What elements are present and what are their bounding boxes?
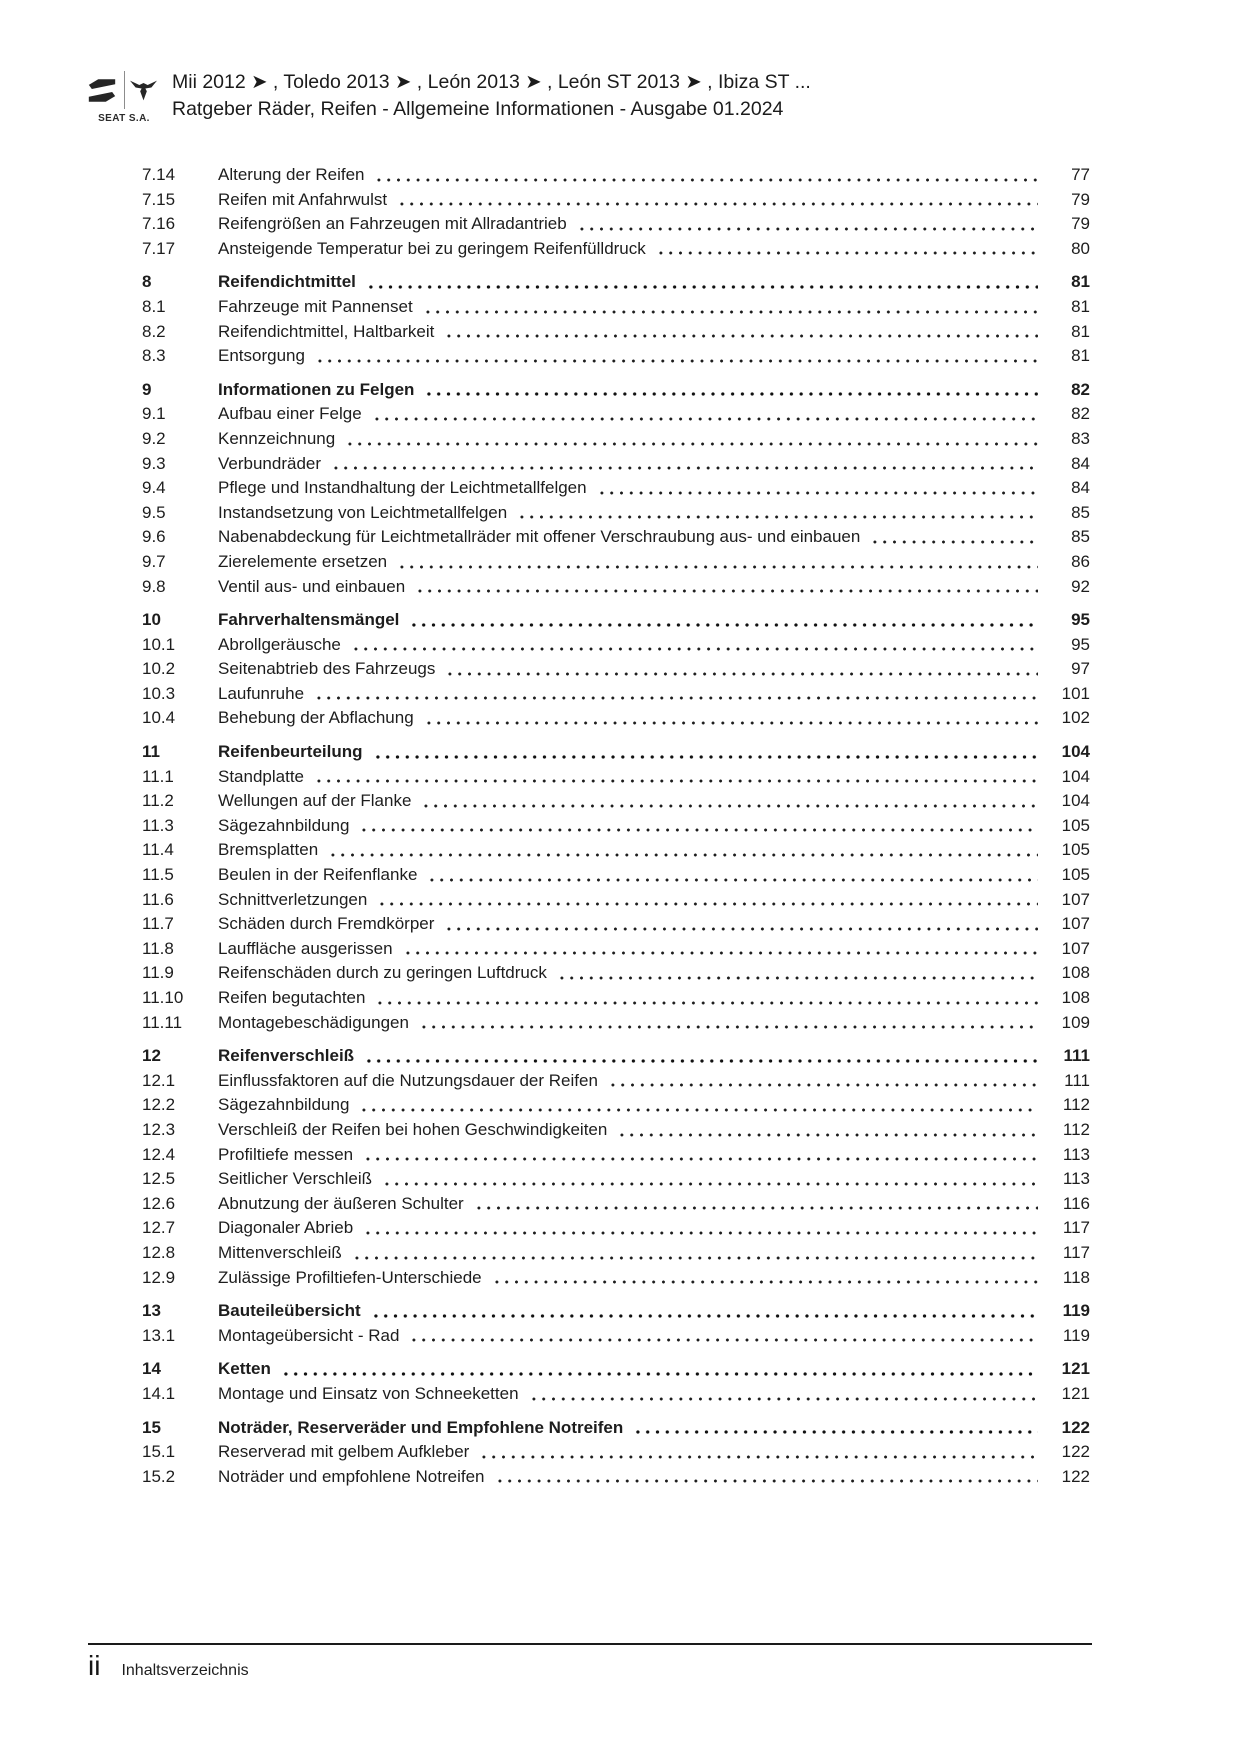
toc-entry-title: Reifenverschleiß [218,1046,355,1066]
toc-entry-page: 121 [1061,1359,1090,1379]
toc-entry-title: Aufbau einer Felge [218,404,362,424]
toc-entry-page: 81 [1071,296,1090,316]
toc-entry[interactable] [142,682,1090,707]
dot-leader [409,608,1038,633]
dot-leader [444,912,1038,937]
toc-entry-number: 9.1 [142,404,166,424]
toc-entry[interactable] [142,163,1090,188]
toc-entry[interactable] [142,1011,1090,1036]
toc-entry-number: 12.8 [142,1242,176,1262]
toc-entry-number: 10.3 [142,683,176,703]
dot-leader [608,1069,1038,1094]
toc-entry[interactable] [142,1093,1090,1118]
toc-entry[interactable] [142,344,1090,369]
toc-entry[interactable] [142,789,1090,814]
toc-entry-title: Zierelemente ersetzen [218,551,388,571]
toc-entry-page: 81 [1071,321,1090,341]
toc-entry-number: 12.2 [142,1095,176,1115]
toc-entry-title: Reifen mit Anfahrwulst [218,189,388,209]
toc-entry[interactable] [142,476,1090,501]
dot-leader [314,682,1038,707]
toc-entry-title: Reifenschäden durch zu geringen Luftdruck [218,963,547,983]
toc-entry-page: 112 [1062,1095,1090,1115]
toc-entry[interactable] [142,427,1090,452]
dot-leader [281,1357,1038,1382]
toc-entry-title: Bremsplatten [218,840,319,860]
toc-entry[interactable] [142,212,1090,237]
toc-entry[interactable] [142,838,1090,863]
toc-entry-number: 7.14 [142,165,176,184]
toc-entry-title: Noträder, Reserveräder und Empfohlene Notreifen [218,1417,624,1437]
dot-leader [382,1167,1038,1192]
toc-entry-title: Standplatte [218,766,305,786]
toc-entry-page: 108 [1061,963,1090,983]
toc-entry-page: 113 [1062,1169,1090,1189]
toc-entry-title: Reifendichtmittel [218,272,356,292]
dot-leader [517,501,1038,526]
toc-entry[interactable] [142,888,1090,913]
dot-leader [372,402,1038,427]
toc-entry-title: Pflege und Instandhaltung der Leichtmetallfelgen [218,478,587,498]
toc-entry[interactable] [142,295,1090,320]
toc-entry-number: 14.1 [142,1383,176,1403]
footer-section-label: Inhaltsverzeichnis [121,1662,249,1679]
toc-entry-number: 12.6 [142,1193,176,1213]
toc-entry-number: 7.17 [142,238,176,258]
dot-leader [427,863,1038,888]
toc-entry-page: 84 [1071,453,1090,473]
toc-entry-page: 109 [1061,1012,1090,1032]
toc-entry[interactable] [142,501,1090,526]
footer [88,1650,249,1682]
toc-entry-title: Reifendichtmittel, Haltbarkeit [218,321,435,341]
toc-entry[interactable] [142,937,1090,962]
toc-entry-number: 11.5 [142,865,174,885]
toc-entry-number: 12.1 [142,1070,176,1090]
dot-leader [363,1143,1038,1168]
toc-entry-title: Noträder und empfohlene Notreifen [218,1466,485,1486]
toc-entry-page: 105 [1061,865,1090,885]
dot-leader [397,550,1038,575]
toc-entry-page: 117 [1062,1242,1090,1262]
toc-entry-number: 8.3 [142,346,166,366]
dot-leader [415,575,1038,600]
toc-entry-number: 9.3 [142,453,166,473]
dot-leader [409,1324,1038,1349]
toc-entry[interactable] [142,1382,1090,1407]
toc-entry-page: 104 [1061,766,1090,786]
toc-entry-number: 11.7 [142,914,174,934]
header-title-line: Ratgeber Räder, Reifen - Allgemeine Informationen - Ausgabe 01.2024 [172,97,784,120]
dot-leader [315,344,1038,369]
toc-entry-page: 116 [1062,1193,1090,1213]
dot-leader [351,633,1038,658]
dot-leader [374,163,1038,188]
dot-leader [633,1416,1038,1441]
toc-entry[interactable] [142,270,1090,295]
dot-leader [557,961,1038,986]
toc-entry-number: 9.6 [142,527,166,547]
toc-entry[interactable] [142,1465,1090,1490]
brand-caption: SEAT S.A. [98,113,150,124]
toc-entry-page: 111 [1064,1070,1090,1090]
toc-entry-number: 7.16 [142,214,176,234]
toc-entry-page: 118 [1062,1267,1090,1287]
toc-entry-title: Laufunruhe [218,683,305,703]
dot-leader [366,270,1038,295]
toc-entry-title: Kennzeichnung [218,428,336,448]
toc-entry[interactable] [142,986,1090,1011]
toc-entry-number: 9.7 [142,551,166,571]
dot-leader [331,452,1038,477]
toc-entry-page: 97 [1071,659,1090,679]
toc-entry-page: 79 [1071,214,1090,234]
toc-entry-title: Reserverad mit gelbem Aufkleber [218,1442,470,1462]
toc-entry-title: Seitenabtrieb des Fahrzeugs [218,659,436,679]
toc-list [142,163,1090,1489]
toc-entry[interactable] [142,1143,1090,1168]
toc-entry-page: 84 [1071,478,1090,498]
dot-leader [359,814,1038,839]
toc-entry-title: Fahrzeuge mit Pannenset [218,296,413,316]
toc-entry[interactable] [142,1216,1090,1241]
toc-entry[interactable] [142,1044,1090,1069]
dot-leader [577,212,1038,237]
brand-divider [124,71,125,109]
toc-entry[interactable] [142,525,1090,550]
toc-entry-number: 10.4 [142,708,176,728]
toc-entry-number: 12 [142,1046,161,1066]
toc-entry-number: 13.1 [142,1325,176,1345]
toc-entry-number: 12.4 [142,1144,176,1164]
dot-leader [364,1044,1038,1069]
toc-entry[interactable] [142,1416,1090,1441]
dot-leader [656,237,1038,262]
dot-leader [529,1382,1038,1407]
toc-entry-title: Montage und Einsatz von Schneeketten [218,1383,519,1403]
toc-entry-page: 77 [1071,165,1090,184]
toc-entry[interactable] [142,188,1090,213]
toc-entry-page: 104 [1061,742,1090,762]
toc-entry-title: Verschleiß der Reifen bei hohen Geschwindigkeiten [218,1119,608,1139]
toc-entry-number: 9.2 [142,428,166,448]
dot-leader [424,378,1038,403]
toc-entry[interactable] [142,402,1090,427]
dot-leader [870,525,1038,550]
toc-entry-number: 12.3 [142,1119,176,1139]
dot-leader [373,740,1038,765]
toc-entry-number: 11.11 [142,1012,183,1032]
toc-entry-title: Behebung der Abflachung [218,708,414,728]
toc-entry-title: Ansteigende Temperatur bei zu geringem Reifenfülldruck [218,238,646,258]
toc-entry[interactable] [142,1266,1090,1291]
toc-entry-page: 85 [1071,502,1090,522]
toc-entry-page: 104 [1061,791,1090,811]
toc-entry-number: 8 [142,272,152,292]
toc-entry[interactable] [142,863,1090,888]
toc-entry-page: 111 [1063,1046,1090,1066]
toc-entry-title: Informationen zu Felgen [218,379,415,399]
toc-entry-title: Montageübersicht - Rad [218,1325,400,1345]
toc-entry-page: 121 [1061,1383,1090,1403]
seat-s-logo-icon [86,79,118,102]
toc-entry[interactable] [142,1118,1090,1143]
toc-entry-page: 81 [1071,272,1090,292]
toc-entry-page: 105 [1061,815,1090,835]
toc-entry-page: 108 [1061,988,1090,1007]
toc-entry-page: 112 [1062,1119,1090,1139]
toc-entry-page: 81 [1071,346,1090,366]
dot-leader [597,476,1038,501]
dot-leader [314,765,1038,790]
toc-entry[interactable] [142,633,1090,658]
toc-entry-number: 9 [142,379,152,399]
brand-block [86,70,162,124]
toc-entry[interactable] [142,452,1090,477]
toc-entry-number: 10.1 [142,634,176,654]
toc-entry-number: 9.5 [142,502,166,522]
toc-entry-number: 11.3 [142,815,174,835]
toc-entry-page: 102 [1061,708,1090,728]
toc-entry-title: Beulen in der Reifenflanke [218,865,418,885]
toc-entry[interactable] [142,1069,1090,1094]
toc-entry-page: 80 [1071,238,1090,258]
toc-entry-title: Schäden durch Fremdkörper [218,914,435,934]
toc-entry-title: Ketten [218,1359,271,1379]
toc-entry[interactable] [142,912,1090,937]
toc-entry[interactable] [142,657,1090,682]
toc-entry-page: 105 [1061,840,1090,860]
toc-entry-title: Sägezahnbildung [218,815,350,835]
toc-entry-title: Mittenverschleiß [218,1242,342,1262]
dot-leader [375,986,1038,1011]
toc-entry-number: 11.9 [142,963,174,983]
dot-leader [363,1216,1038,1241]
toc-entry[interactable] [142,740,1090,765]
toc-entry-number: 13 [142,1301,161,1321]
toc-entry-page: 122 [1061,1417,1090,1437]
toc-entry-page: 92 [1071,576,1090,596]
toc-entry[interactable] [142,961,1090,986]
dot-leader [397,188,1038,213]
toc-entry-page: 83 [1071,428,1090,448]
dot-leader [345,427,1038,452]
toc-entry-number: 15.2 [142,1466,176,1486]
toc-entry[interactable] [142,1167,1090,1192]
dot-leader [474,1192,1038,1217]
toc-entry-number: 11.8 [142,938,174,958]
dot-leader [403,937,1038,962]
toc-entry-title: Reifengrößen an Fahrzeugen mit Allradantrieb [218,214,567,234]
toc-entry-page: 79 [1071,189,1090,209]
toc-entry-page: 85 [1071,527,1090,547]
toc-entry-number: 8.2 [142,321,166,341]
toc-entry-title: Sägezahnbildung [218,1095,350,1115]
toc-entry-title: Verbundräder [218,453,322,473]
toc-entry-title: Entsorgung [218,346,305,366]
toc-entry-page: 107 [1061,914,1090,934]
toc-entry-page: 95 [1071,610,1090,630]
toc-entry-title: Ventil aus- und einbauen [218,576,406,596]
toc-entry-page: 122 [1061,1442,1090,1462]
dot-leader [359,1093,1038,1118]
toc-entry-number: 15.1 [142,1442,176,1462]
dot-leader [445,657,1038,682]
toc-entry-number: 11.2 [142,791,174,811]
toc-entry-number: 9.4 [142,478,166,498]
toc-entry[interactable] [142,765,1090,790]
dot-leader [495,1465,1039,1490]
toc-entry-number: 10 [142,610,161,630]
toc-entry-page: 95 [1071,634,1090,654]
dot-leader [444,320,1038,345]
dot-leader [617,1118,1038,1143]
dot-leader [423,295,1038,320]
toc-entry-title: Montagebeschädigungen [218,1012,409,1032]
toc-entry-title: Einflussfaktoren auf die Nutzungsdauer der Reifen [218,1070,598,1090]
toc-entry-title: Alterung der Reifen [218,165,365,184]
toc-entry-number: 9.8 [142,576,166,596]
toc-entry-number: 12.5 [142,1169,176,1189]
footer-page-number: ii [88,1650,101,1681]
toc-entry-page: 117 [1062,1218,1090,1238]
toc-entry-title: Profiltiefe messen [218,1144,354,1164]
toc-entry-number: 8.1 [142,296,166,316]
toc-entry-title: Reifenbeurteilung [218,742,363,762]
dot-leader [371,1299,1038,1324]
toc-entry-page: 82 [1071,404,1090,424]
toc-entry-title: Bauteileübersicht [218,1301,361,1321]
toc-entry-title: Schnittverletzungen [218,889,368,909]
dot-leader [424,706,1038,731]
toc-entry[interactable] [142,608,1090,633]
toc-entry-number: 15 [142,1417,161,1437]
toc-entry-number: 12.7 [142,1218,176,1238]
toc-entry-page: 119 [1062,1301,1090,1321]
toc-entry[interactable] [142,1192,1090,1217]
toc-entry-number: 11 [142,742,160,762]
toc-entry-number: 14 [142,1359,161,1379]
toc-entry-number: 10.2 [142,659,176,679]
toc-entry-page: 82 [1071,379,1090,399]
toc-entry-title: Reifen begutachten [218,988,366,1007]
cupra-logo-icon [130,78,157,102]
toc-entry-page: 101 [1061,683,1090,703]
toc-entry-number: 11.4 [142,840,174,860]
toc-entry-page: 119 [1062,1325,1090,1345]
header-models-line: Mii 2012 ➤ , Toledo 2013 ➤ , León 2013 ➤ , León ST 2013 ➤ , Ibiza ST ... [172,71,811,93]
toc-entry-title: Instandsetzung von Leichtmetallfelgen [218,502,508,522]
toc-entry[interactable] [142,1241,1090,1266]
toc-entry-page: 107 [1061,938,1090,958]
toc-entry[interactable] [142,320,1090,345]
toc-entry[interactable] [142,706,1090,731]
toc-entry-number: 12.9 [142,1267,176,1287]
toc-entry-page: 113 [1062,1144,1090,1164]
toc-entry-title: Lauffläche ausgerissen [218,938,393,958]
toc-entry[interactable] [142,237,1090,262]
toc-entry[interactable] [142,575,1090,600]
toc-entry-number: 11.6 [142,889,174,909]
toc-entry-title: Abnutzung der äußeren Schulter [218,1193,464,1213]
toc-entry[interactable] [142,1324,1090,1349]
toc-entry[interactable] [142,1440,1090,1465]
toc-entry-title: Fahrverhaltensmängel [218,610,400,630]
dot-leader [377,888,1038,913]
toc-entry-page: 107 [1061,889,1090,909]
dot-leader [421,789,1038,814]
toc-entry-title: Seitlicher Verschleiß [218,1169,373,1189]
toc-entry[interactable] [142,814,1090,839]
toc-entry-title: Nabenabdeckung für Leichtmetallräder mit offener Verschraubung aus- und einbauen [218,527,861,547]
toc-entry[interactable] [142,550,1090,575]
dot-leader [479,1440,1038,1465]
toc-entry[interactable] [142,1299,1090,1324]
toc-entry-title: Diagonaler Abrieb [218,1218,354,1238]
dot-leader [328,838,1038,863]
toc-entry[interactable] [142,1357,1090,1382]
footer-rule [88,1643,1092,1645]
document-header [172,69,811,122]
toc-entry-page: 122 [1061,1466,1090,1486]
toc-entry-title: Wellungen auf der Flanke [218,791,412,811]
dot-leader [352,1241,1038,1266]
toc-entry-page: 86 [1071,551,1090,571]
toc-entry-number: 11.10 [142,988,184,1007]
toc-entry[interactable] [142,378,1090,403]
toc-entry-number: 11.1 [142,766,174,786]
toc-entry-title: Zulässige Profiltiefen-Unterschiede [218,1267,482,1287]
dot-leader [419,1011,1038,1036]
dot-leader [492,1266,1038,1291]
toc-entry-title: Abrollgeräusche [218,634,341,654]
toc-entry-number: 7.15 [142,189,176,209]
